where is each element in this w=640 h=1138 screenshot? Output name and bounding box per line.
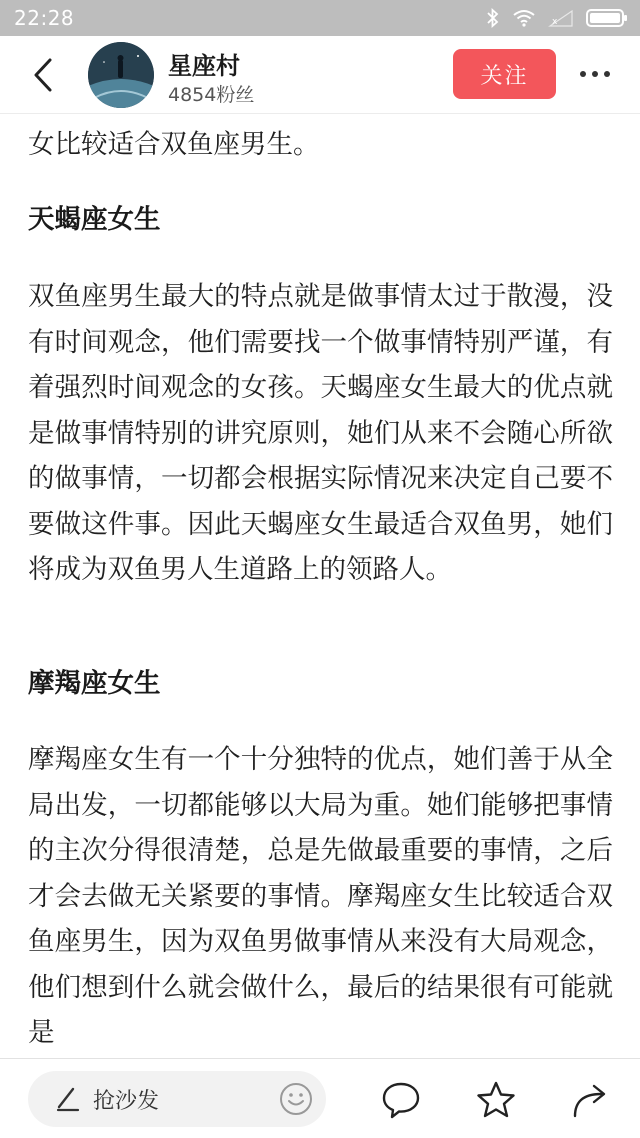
article-header [0,36,640,114]
comment-placeholder: 抢沙发 [93,1089,160,1114]
back-chevron-icon [32,57,54,93]
back-button[interactable] [28,54,58,96]
article-paragraph: 摩羯座女生有一个十分独特的优点，她们善于从全局出发，一切都能够以大局为重。她们能够把事情的主次分得很清楚，总是先做最重要的事情，之后才会去做无关紧要的事情。摩羯座女生比较适合双鱼座男生，因为双鱼男做事情从来没有大局观念，他们想到什么就会做什么，最后的结果很有可能就是 [28,744,613,1048]
article-paragraph: 女比较适合双鱼座男生。 [28,129,320,160]
more-button[interactable] [575,58,615,90]
author-avatar[interactable] [88,42,154,108]
status-icons [486,8,628,28]
comment-icon [381,1080,421,1120]
fans-count: 4854粉丝 [168,84,255,106]
pen-icon [54,1085,82,1113]
emoji-icon[interactable] [278,1081,314,1117]
more-dot [604,71,610,77]
follow-button[interactable]: 关注 [453,49,556,99]
bluetooth-icon [486,8,500,28]
section-heading: 摩羯座女生 [28,668,161,699]
article-body [0,114,640,1058]
signal-icon [548,9,574,27]
comment-button[interactable] [380,1079,422,1121]
status-time: 22:28 [14,6,75,30]
section-heading: 天蝎座女生 [28,204,161,235]
bottom-action-bar [0,1058,640,1138]
favorite-star-icon [476,1080,516,1120]
favorite-button[interactable] [475,1079,517,1121]
share-icon [571,1080,611,1120]
share-button[interactable] [570,1079,612,1121]
status-bar [0,0,640,36]
svg-text:x: x [552,17,558,27]
battery-icon [586,8,628,28]
wifi-icon [512,9,536,27]
article-paragraph: 双鱼座男生最大的特点就是做事情太过于散漫，没有时间观念，他们需要找一个做事情特别严谨，有着强烈时间观念的女孩。天蝎座女生最大的优点就是做事情特别的讲究原则，她们从来不会随心所欲的做事情，一切都会根据实际情况来决定自己要不要做这件事。因此天蝎座女生最适合双鱼男，她们将成为双鱼男人生道路上的领路人。 [28,281,613,585]
more-dots-icon [580,71,586,77]
comment-input[interactable] [28,1071,326,1127]
avatar-image [88,42,154,108]
more-dot [592,71,598,77]
author-name[interactable]: 星座村 [168,52,240,80]
